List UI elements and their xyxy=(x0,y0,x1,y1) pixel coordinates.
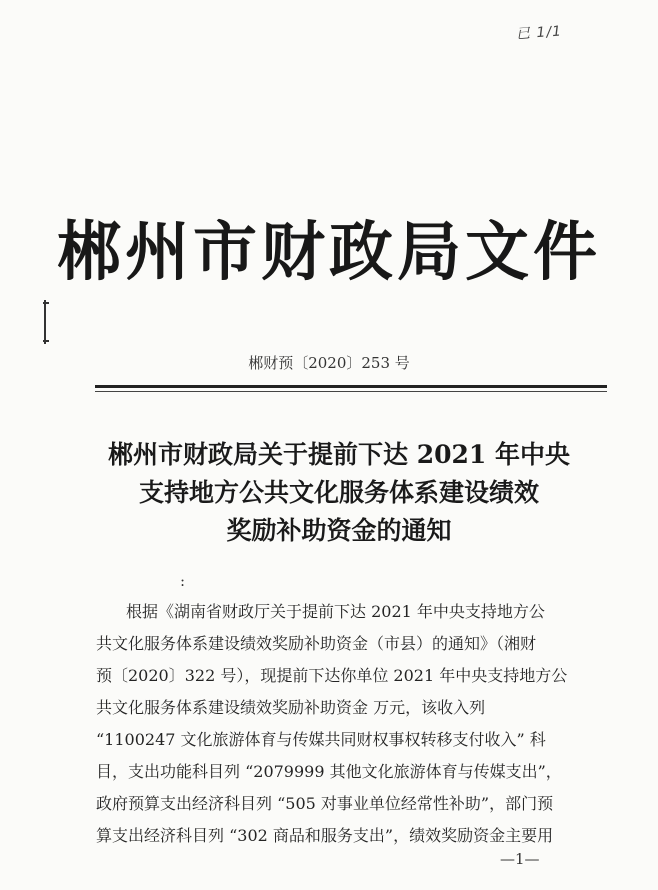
recipient-line: : xyxy=(180,572,186,590)
body-line: 预〔2020〕322 号），现提前下达你单位 2021 年中央支持地方公 xyxy=(96,666,568,685)
body-line: “1100247 文化旅游体育与传媒共同财权事权转移支付收入” 科 xyxy=(96,730,546,749)
notice-title-line: 郴州市财政局关于提前下达 2021 年中央 xyxy=(108,440,570,469)
page-number: —1— xyxy=(500,850,540,868)
body-line: 目，支出功能科目列 “2079999 其他文化旅游体育与传媒支出”， xyxy=(96,762,562,781)
document-number: 郴财预〔2020〕253 号 xyxy=(248,354,410,372)
masthead-title: 郴州市财政局文件 xyxy=(57,215,601,290)
notice-title xyxy=(60,436,618,550)
notice-title-line: 支持地方公共文化服务体系建设绩效 xyxy=(138,478,539,507)
body-line: 算支出经济科目列 “302 商品和服务支出”，绩效奖励资金主要用 xyxy=(96,826,554,845)
handwritten-note: 已 1/1 xyxy=(515,23,563,43)
notice-body xyxy=(96,596,608,852)
binding-bracket-mark xyxy=(44,300,50,344)
notice-title-line: 奖励补助资金的通知 xyxy=(226,516,452,545)
body-line: 共文化服务体系建设绩效奖励补助资金（市县）的通知》（湘财 xyxy=(96,634,537,653)
header-divider xyxy=(95,385,607,388)
body-line: 政府预算支出经济科目列 “505 对事业单位经常性补助”，部门预 xyxy=(96,794,554,813)
body-line: 共文化服务体系建设绩效奖励补助资金 万元，该收入列 xyxy=(96,698,486,717)
body-line: 根据《湖南省财政厅关于提前下达 2021 年中央支持地方公 xyxy=(126,602,545,621)
